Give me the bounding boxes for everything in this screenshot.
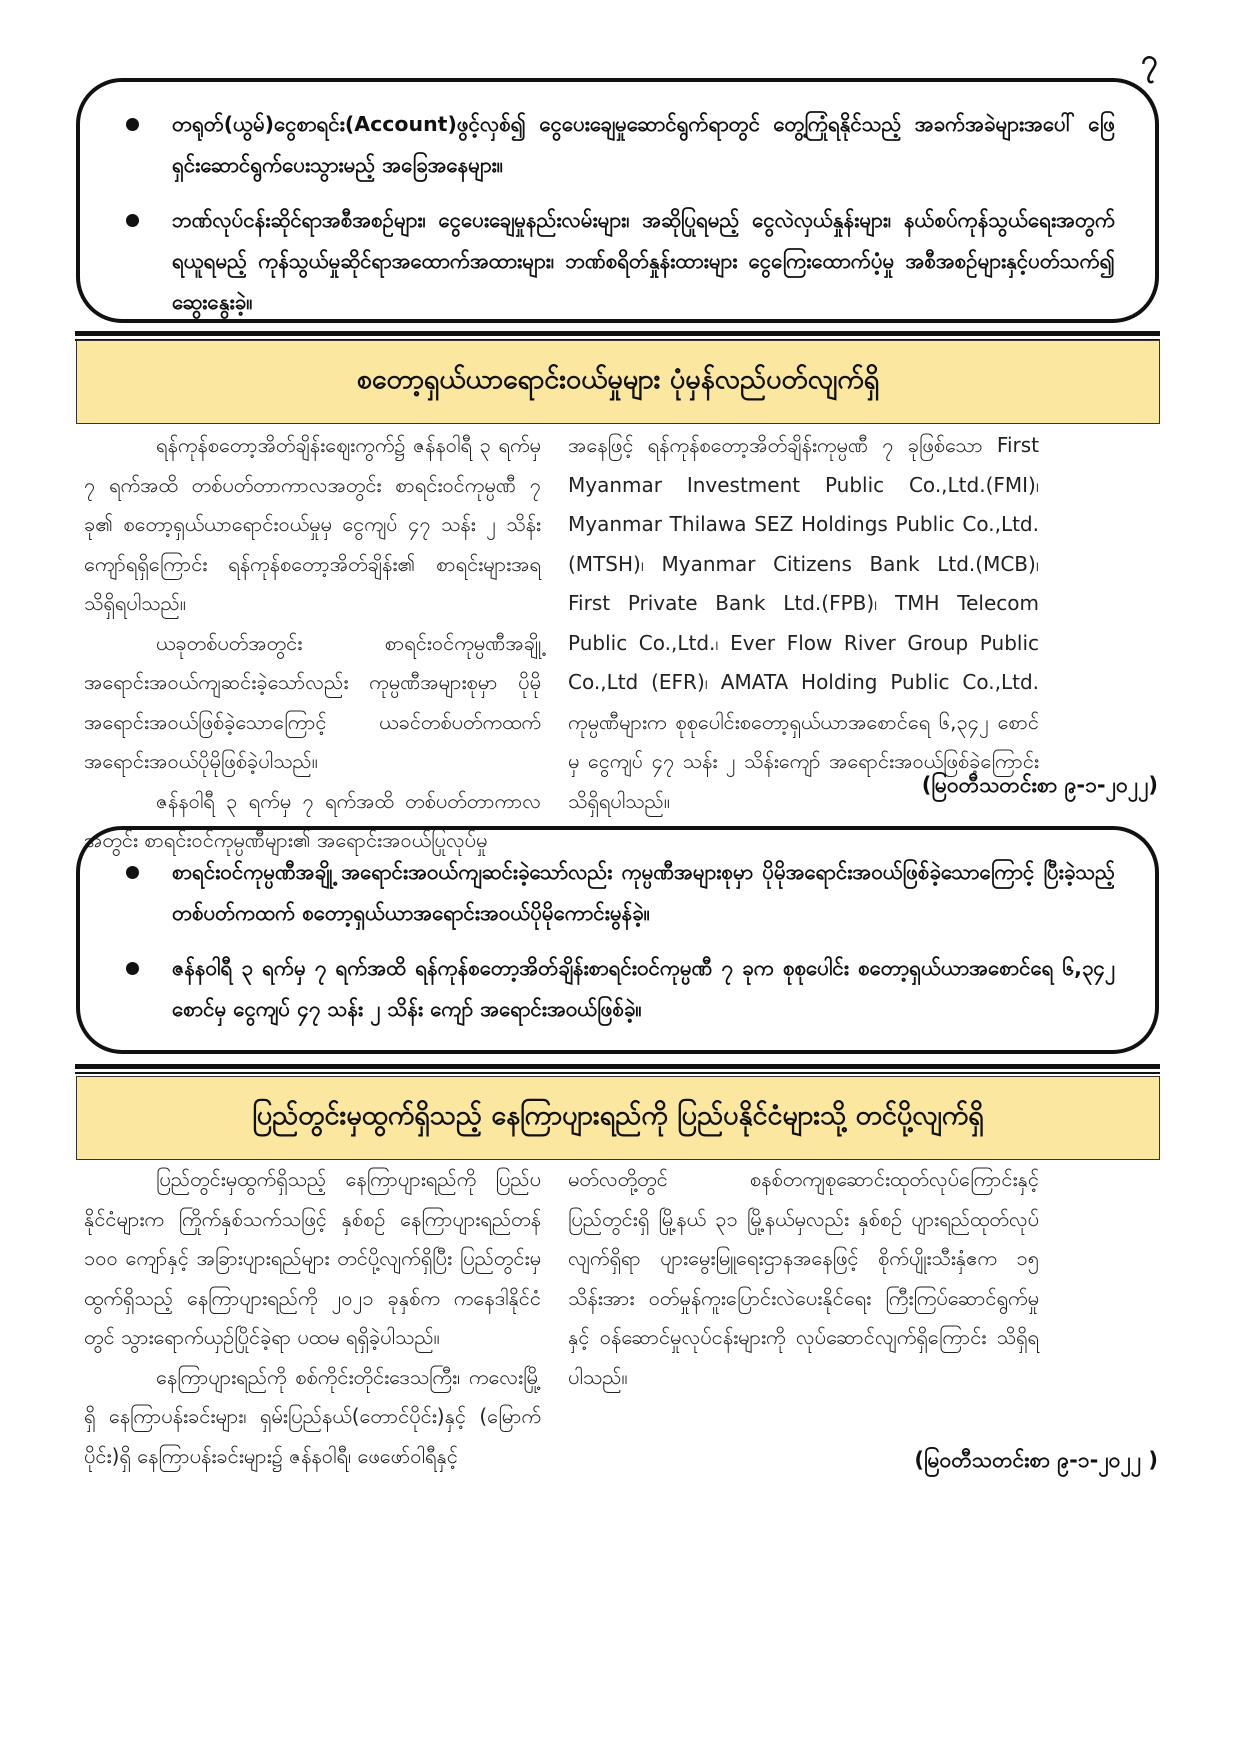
bullet-dot-icon <box>126 962 139 975</box>
paragraph: ဇန်နဝါရီ ၃ ရက်မှ ၇ ရက်အထိ တစ်ပတ်တာကာလအတွင်း စာရင်းဝင်ကုမ္ပဏီများ၏ အရောင်းအဝယ်ပြုလုပ်မှု <box>84 788 541 852</box>
article-column-left <box>84 426 541 861</box>
divider-thick <box>75 1064 1160 1069</box>
source-citation: (မြဝတီသတင်းစာ ၉-၁-၂၀၂၂ ) <box>914 1448 1158 1472</box>
bullet-dot-icon <box>126 866 139 879</box>
article-headline: စတော့ရှယ်ယာရောင်းဝယ်မှုများ ပုံမှန်လည်ပတ်လျက်ရှိ <box>76 340 1160 424</box>
bullet-list <box>122 852 1115 1030</box>
bullet-item <box>122 104 1115 186</box>
bullet-text: ဇန်နဝါရီ ၃ ရက်မှ ၇ ရက်အထိ ရန်ကုန်စတော့အိတ်ချိန်းစာရင်းဝင်ကုမ္ပဏီ ၇ ခုက စုစုပေါင်း စတော့ရှယ်ယာအစောင်ရေ ၆,၃၄၂ စောင်မှ ငွေကျပ် ၄၇ သန်း ၂ သိန်း ကျော် အရောင်းအဝယ်ဖြစ်ခဲ့။ <box>172 956 1115 1021</box>
bullet-dot-icon <box>126 214 139 227</box>
article-headline: ပြည်တွင်းမှထွက်ရှိသည့် နေကြာပျားရည်ကို ပြည်ပနိုင်ငံများသို့ တင်ပို့လျက်ရှိ <box>76 1076 1160 1160</box>
article-column-left <box>84 1160 541 1476</box>
summary-box-middle <box>76 826 1159 1054</box>
paragraph: အနေဖြင့် ရန်ကုန်စတော့အိတ်ချိန်းကုမ္ပဏီ ၇ ခုဖြစ်သော First Myanmar Investment Public Co.,Ltd.(FMI)၊ Myanmar Thilawa SEZ Holdings Public Co.,Ltd.(MTSH)၊ Myanmar Citizens Bank Ltd.(MCB)၊ First Private Bank Ltd.(FPB)၊ TMH Telecom Public Co.,Ltd.၊ Ever Flow River Group Public Co.,Ltd (EFR)၊ AMATA Holding Public Co.,Ltd. ကုမ္ပဏီများက စုစုပေါင်းစတော့ရှယ်ယာအစောင်ရေ ၆,၃၄၂ စောင်မှ ငွေကျပ် ၄၇ သန်း ၂ သိန်းကျော် အရောင်းအဝယ်ဖြစ်ခဲ့ကြောင်း သိရှိရပါသည်။ <box>568 433 1039 813</box>
article-column-right <box>568 426 1039 821</box>
bullet-text: ဘဏ်လုပ်ငန်းဆိုင်ရာအစီအစဉ်များ၊ ငွေပေးချေမှုနည်းလမ်းများ၊ အဆိုပြုရမည့် ငွေလဲလှယ်နှုန်းများ၊ နယ်စပ်ကုန်သွယ်ရေးအတွက်ရယူရမည့် ကုန်သွယ်မှုဆိုင်ရာအထောက်အထားများ၊ ဘဏ်စရိတ်နှုန်းထားများ ငွေကြေးထောက်ပံ့မှု အစီအစဉ်များနှင့်ပတ်သက်၍ ဆွေးနွေးခဲ့။ <box>172 208 1115 314</box>
paragraph: နေကြာပျားရည်ကို စစ်ကိုင်းတိုင်းဒေသကြီး၊ ကလေးမြို့ရှိ နေကြာပန်းခင်းများ၊ ရှမ်းပြည်နယ်(တောင်ပိုင်း)နှင့် (မြောက်ပိုင်း)ရှိ နေကြာပန်းခင်းများ၌ ဇန်နဝါရီ၊ ဖေဖော်ဝါရီနှင့် <box>84 1364 541 1468</box>
paragraph: ပြည်တွင်းမှထွက်ရှိသည့် နေကြာပျားရည်ကို ပြည်ပနိုင်ငံများက ကြိုက်နှစ်သက်သဖြင့် နှစ်စဉ် နေကြာပျားရည်တန် ၁၀၀ ကျော်နှင့် အခြားပျားရည်များ တင်ပို့လျက်ရှိပြီး ပြည်တွင်းမှထွက်ရှိသည့် နေကြာပျားရည်ကို ၂၀၂၁ ခုနှစ်က ကနေဒါနိုင်ငံတွင် သွားရောက်ယှဉ်ပြိုင်ခဲ့ရာ ပထမ ရရှိခဲ့ပါသည်။ <box>84 1167 541 1349</box>
divider-thin <box>75 1072 1160 1074</box>
divider-thick <box>75 331 1160 336</box>
bullet-item <box>122 200 1115 323</box>
paragraph: ရန်ကုန်စတော့အိတ်ချိန်းဈေးကွက်၌ ဇန်နဝါရီ ၃ ရက်မှ ၇ ရက်အထိ တစ်ပတ်တာကာလအတွင်း စာရင်းဝင်ကုမ္ပဏီ ၇ ခု၏ စတော့ရှယ်ယာရောင်းဝယ်မှုမှ ငွေကျပ် ၄၇ သန်း ၂ သိန်းကျော်ရရှိကြောင်း ရန်ကုန်စတော့အိတ်ချိန်း၏ စာရင်းများအရ သိရှိရပါသည်။ <box>84 433 541 615</box>
bullet-item <box>122 852 1115 934</box>
bullet-dot-icon <box>126 118 139 131</box>
bullet-text: စာရင်းဝင်ကုမ္ပဏီအချို့ အရောင်းအဝယ်ကျဆင်းခဲ့သော်လည်း ကုမ္ပဏီအများစုမှာ ပိုမိုအရောင်းအဝယ်ဖြစ်ခဲ့သောကြောင့် ပြီးခဲ့သည့်တစ်ပတ်ကထက် စတော့ရှယ်ယာအရောင်းအဝယ်ပိုမိုကောင်းမွန်ခဲ့။ <box>172 860 1115 925</box>
paragraph: ယခုတစ်ပတ်အတွင်း စာရင်းဝင်ကုမ္ပဏီအချို့ အရောင်းအဝယ်ကျဆင်းခဲ့သော်လည်း ကုမ္ပဏီအများစုမှာ ပိုမိုအရောင်းအဝယ်ဖြစ်ခဲ့သောကြောင့် ယခင်တစ်ပတ်ကထက် အရောင်းအဝယ်ပိုမိုဖြစ်ခဲ့ပါသည်။ <box>84 630 541 773</box>
article-column-right <box>568 1160 1039 1397</box>
summary-box-top <box>76 78 1159 323</box>
bullet-list <box>122 104 1115 323</box>
bullet-item <box>122 948 1115 1030</box>
source-citation: (မြဝတီသတင်းစာ ၉-၁-၂၀၂၂) <box>921 773 1158 797</box>
page-number: ၇ <box>1141 43 1158 78</box>
bullet-text: တရုတ်(ယွမ်)ငွေစာရင်း(Account)ဖွင့်လှစ်၍ ငွေပေးချေမှုဆောင်ရွက်ရာတွင် တွေ့ကြုံရနိုင်သည့် အခက်အခဲများအပေါ် ဖြေရှင်းဆောင်ရွက်ပေးသွားမည့် အခြေအနေများ။ <box>172 112 1115 177</box>
paragraph: မတ်လတို့တွင် စနစ်တကျစုဆောင်းထုတ်လုပ်ကြောင်းနှင့် ပြည်တွင်းရှိ မြို့နယ် ၃၁ မြို့နယ်မှလည်း နှစ်စဉ် ပျားရည်ထုတ်လုပ်လျက်ရှိရာ ပျားမွေးမြူရေးဌာနအနေဖြင့် စိုက်ပျိုးသီးနှံဧက ၁၅ သိန်းအား ဝတ်မှုန်ကူးပြောင်းလဲပေးနိုင်ရေး ကြီးကြပ်ဆောင်ရွက်မှုနှင့် ဝန်ဆောင်မှုလုပ်ငန်းများကို လုပ်ဆောင်လျက်ရှိကြောင်း သိရှိရပါသည်။ <box>568 1167 1039 1389</box>
